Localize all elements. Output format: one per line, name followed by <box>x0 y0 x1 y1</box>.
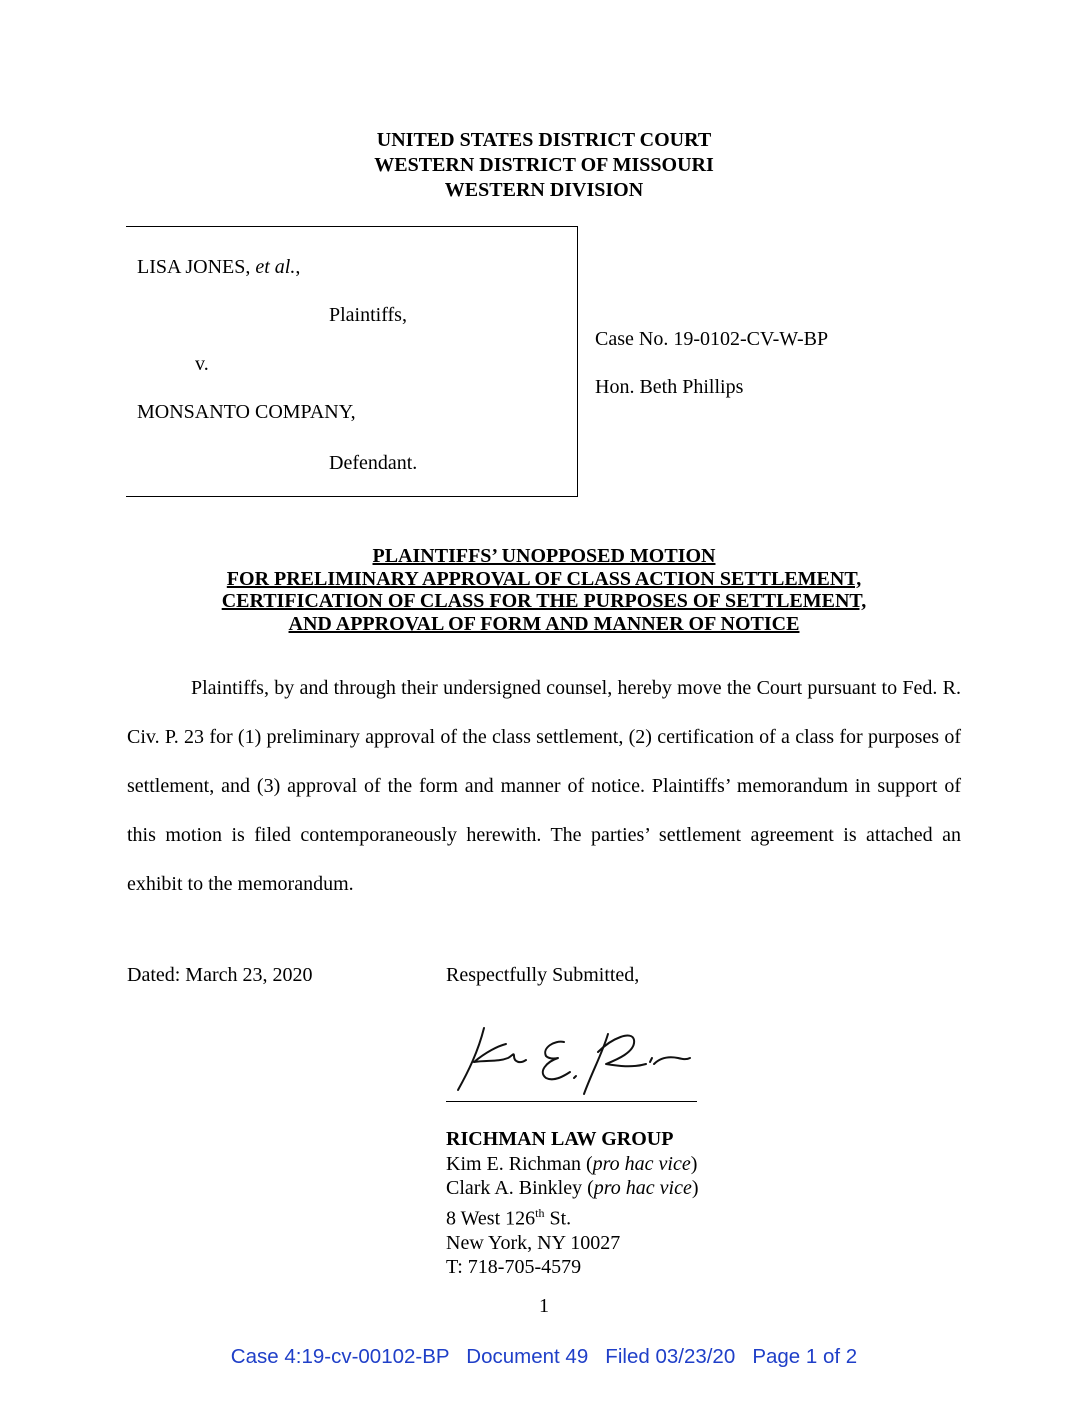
address-street-number: 8 West 126 <box>446 1207 536 1230</box>
attorney-2-note: pro hac vice <box>593 1177 692 1199</box>
attorney-1-name: Kim E. Richman ( <box>446 1152 593 1175</box>
address-street <box>446 1201 699 1231</box>
phone-number: T: 718-705-4579 <box>446 1256 582 1279</box>
versus: v. <box>195 353 209 375</box>
body-paragraph: Plaintiffs, by and through their undersigned counsel, hereby move the Court pursuant to Fed. R. Civ. P. 23 for (1) preliminary approval of the class settlement, (2) certification of a class for purposes of settlement, and (3) approval of the form and manner of notice. Plaintiffs’ memorandum in support of this motion is filed contemporaneously herewith. The parties’ settlement agreement is attached an exhibit to the memorandum. <box>127 677 961 895</box>
case-number: Case No. 19-0102-CV-W-BP <box>595 328 829 350</box>
attorney-2-name: Clark A. Binkley ( <box>446 1177 594 1199</box>
judge-name: Hon. Beth Phillips <box>595 376 744 398</box>
motion-title-line-3: CERTIFICATION OF CLASS FOR THE PURPOSES OF SETTLEMENT, <box>221 590 867 612</box>
firm-name: RICHMAN LAW GROUP <box>446 1128 674 1150</box>
address-street-suffix: St. <box>544 1207 572 1230</box>
page-number: 1 <box>539 1295 549 1317</box>
signature-line <box>446 1101 697 1102</box>
caption-bottom-rule <box>126 496 578 497</box>
plaintiff-name-text: LISA JONES, <box>137 256 256 278</box>
address-ordinal: th <box>535 1205 545 1220</box>
court-heading <box>0 128 1088 203</box>
plaintiffs-label: Plaintiffs, <box>329 304 407 326</box>
plaintiff-suffix: , <box>295 256 301 278</box>
attorney-2 <box>446 1176 699 1201</box>
motion-title-line-1: PLAINTIFFS’ UNOPPOSED MOTION <box>372 545 716 567</box>
handwritten-signature <box>446 1012 706 1102</box>
attorney-1-note: pro hac vice <box>592 1152 691 1175</box>
signature-block <box>446 1127 699 1280</box>
address-city: New York, NY 10027 <box>446 1231 621 1254</box>
motion-title <box>0 545 1088 635</box>
defendant-label: Defendant. <box>329 452 418 474</box>
motion-title-line-2: FOR PRELIMINARY APPROVAL OF CLASS ACTION SETTLEMENT, <box>226 567 862 590</box>
dated-line: Dated: March 23, 2020 <box>127 964 313 986</box>
court-division: WESTERN DIVISION <box>444 179 644 201</box>
closing-line: Respectfully Submitted, <box>446 964 640 986</box>
filing-stamp: Case 4:19-cv-00102-BP Document 49 Filed 03/23/20 Page 1 of 2 <box>230 1345 858 1368</box>
defendant-name: MONSANTO COMPANY, <box>137 401 356 423</box>
caption-right-rule <box>577 226 578 497</box>
court-district: WESTERN DISTRICT OF MISSOURI <box>374 154 714 176</box>
motion-body <box>127 664 961 909</box>
attorney-1-close: ) <box>690 1152 698 1175</box>
attorney-1 <box>446 1152 699 1177</box>
court-name: UNITED STATES DISTRICT COURT <box>376 129 712 151</box>
caption-top-rule <box>126 226 578 227</box>
motion-title-line-4: AND APPROVAL OF FORM AND MANNER OF NOTICE <box>288 612 800 635</box>
plaintiff-name <box>137 255 300 279</box>
plaintiff-etal: et al. <box>255 256 296 278</box>
attorney-2-close: ) <box>691 1177 699 1199</box>
